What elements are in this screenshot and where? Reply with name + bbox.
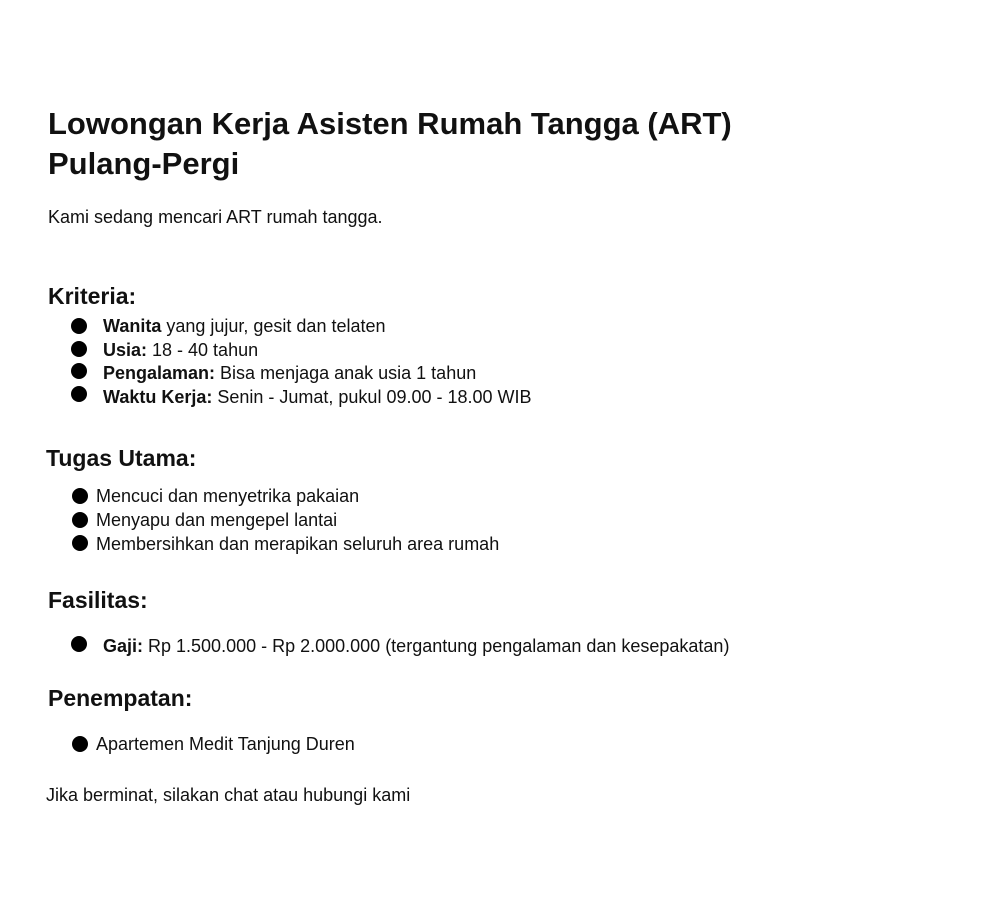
item-label: Gaji: (103, 636, 144, 656)
section-heading-penempatan: Penempatan: (48, 685, 193, 711)
bullet-icon (72, 535, 88, 551)
item-text: Mencuci dan menyetrika pakaian (96, 486, 360, 506)
bullet-icon (72, 488, 88, 504)
item-text: Membersihkan dan merapikan seluruh area rumah (96, 534, 500, 554)
section-heading-tugas-utama: Tugas Utama: (46, 445, 197, 471)
item-text: 18 - 40 tahun (147, 340, 259, 360)
page-title-line-2: Pulang-Pergi (48, 146, 240, 181)
item-text: yang jujur, gesit dan telaten (161, 316, 386, 336)
page-title (48, 104, 732, 184)
bullet-icon (71, 341, 87, 357)
section-heading-fasilitas: Fasilitas: (48, 587, 148, 613)
bullet-icon (71, 318, 87, 334)
item-label: Waktu Kerja: (103, 387, 213, 407)
page-title-line-1: Lowongan Kerja Asisten Rumah Tangga (ART) (48, 106, 732, 141)
intro-text: Kami sedang mencari ART rumah tangga. (48, 207, 383, 227)
item-label: Usia: (103, 340, 148, 360)
item-text: Menyapu dan mengepel lantai (96, 510, 338, 530)
bullet-icon (71, 363, 87, 379)
bullet-icon (72, 512, 88, 528)
bullet-icon (71, 386, 87, 402)
item-text: Apartemen Medit Tanjung Duren (96, 734, 355, 754)
item-text: Senin - Jumat, pukul 09.00 - 18.00 WIB (212, 387, 532, 407)
item-text: Bisa menjaga anak usia 1 tahun (215, 363, 477, 383)
item-label: Wanita (103, 316, 162, 336)
item-text: Rp 1.500.000 - Rp 2.000.000 (tergantung pengalaman dan kesepakatan) (143, 636, 730, 656)
closing-text: Jika berminat, silakan chat atau hubungi kami (46, 785, 411, 805)
section-heading-kriteria: Kriteria: (48, 283, 137, 309)
bullet-icon (71, 636, 87, 652)
bullet-icon (72, 736, 88, 752)
item-label: Pengalaman: (103, 363, 216, 383)
